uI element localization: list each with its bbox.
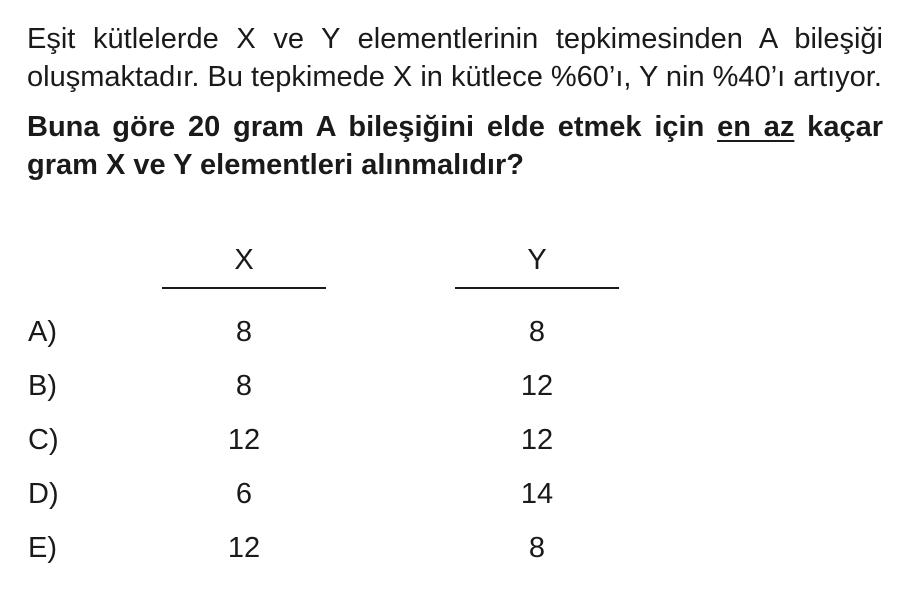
option-letter: A) <box>28 316 57 348</box>
prompt-text-start: Buna göre 20 gram A bileşiğini elde etmek için <box>27 111 718 143</box>
answer-option-e[interactable] <box>0 528 924 568</box>
option-y-value: 14 <box>520 478 554 510</box>
option-letter: B) <box>28 370 57 402</box>
option-y-value: 8 <box>528 316 546 348</box>
option-letter: D) <box>28 478 59 510</box>
column-header-y: Y <box>527 244 547 276</box>
option-x-value: 12 <box>227 532 261 564</box>
option-x-value: 8 <box>235 370 253 402</box>
column-header-x: X <box>234 244 254 276</box>
option-x-value: 8 <box>235 316 253 348</box>
column-rule-y <box>455 287 619 289</box>
option-y-value: 12 <box>520 370 554 402</box>
question-prompt <box>27 108 883 184</box>
answer-option-c[interactable] <box>0 420 924 460</box>
option-x-value: 6 <box>235 478 253 510</box>
column-rule-x <box>162 287 326 289</box>
option-y-value: 12 <box>520 424 554 456</box>
question-stem: Eşit kütlelerde X ve Y elementlerinin tepkimesinden A bileşiği oluşmaktadır. Bu tepkimede X in kütlece %60’ı, Y nin %40’ı artıyor. <box>27 23 883 93</box>
answer-option-a[interactable] <box>0 312 924 352</box>
question-block <box>27 20 883 184</box>
answer-option-d[interactable] <box>0 474 924 514</box>
option-letter: C) <box>28 424 59 456</box>
option-letter: E) <box>28 532 57 564</box>
answer-option-b[interactable] <box>0 366 924 406</box>
option-x-value: 12 <box>227 424 261 456</box>
option-y-value: 8 <box>528 532 546 564</box>
prompt-text-end: kaçar gram X ve Y elementleri alınmalıdır? <box>27 111 883 181</box>
prompt-emphasis: en az <box>717 111 795 143</box>
